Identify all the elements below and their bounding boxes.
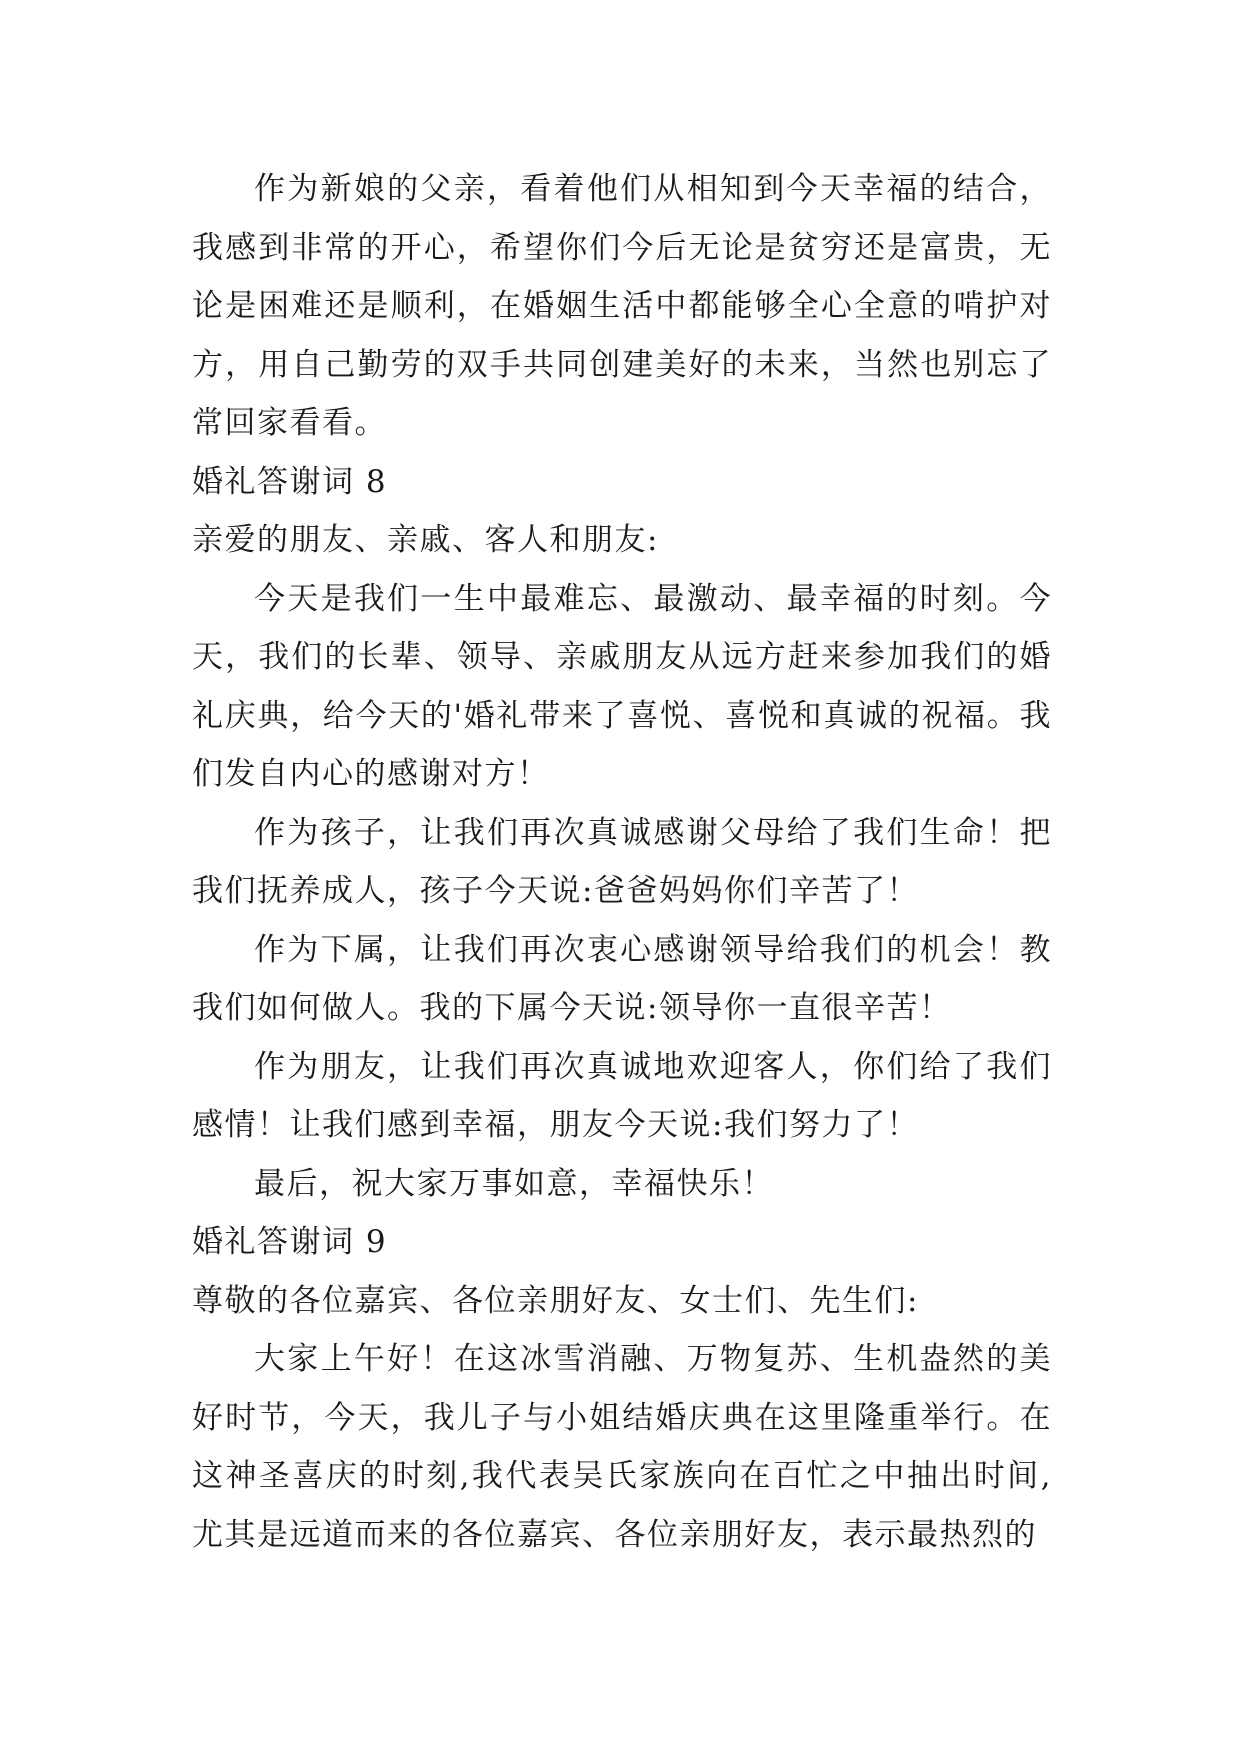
paragraph-thanks-parents: 作为孩子，让我们再次真诚感谢父母给了我们生命！把我们抚养成人，孩子今天说:爸爸妈妈你们辛苦了！ <box>192 814 1052 909</box>
document-body <box>192 160 1052 1564</box>
paragraph-closing-wish: 最后，祝大家万事如意，幸福快乐！ <box>254 1165 774 1202</box>
salutation-9: 尊敬的各位嘉宾、各位亲朋好友、女士们、先生们: <box>192 1282 919 1319</box>
paragraph-welcome: 大家上午好！在这冰雪消融、万物复苏、生机盎然的美好时节，今天，我儿子与小姐结婚庆典在这里隆重举行。在这神圣喜庆的时刻,我代表吴氏家族向在百忙之中抽出时间,尤其是远道而来的各位嘉宾、各位亲朋好友，表示最热烈的 <box>192 1341 1052 1553</box>
paragraph-thanks-intro: 今天是我们一生中最难忘、最激动、最幸福的时刻。今天，我们的长辈、领导、亲戚朋友从远方赶来参加我们的婚礼庆典，给今天的'婚礼带来了喜悦、喜悦和真诚的祝福。我们发自内心的感谢对方！ <box>192 580 1052 792</box>
paragraph-father-blessing: 作为新娘的父亲，看着他们从相知到今天幸福的结合，我感到非常的开心，希望你们今后无论是贫穷还是富贵，无论是困难还是顺利，在婚姻生活中都能够全心全意的啃护对方，用自己勤劳的双手共同创建美好的未来，当然也别忘了常回家看看。 <box>192 171 1052 441</box>
section-heading-9: 婚礼答谢词 9 <box>192 1224 388 1260</box>
salutation-8: 亲爱的朋友、亲戚、客人和朋友: <box>192 522 659 558</box>
paragraph-thanks-leaders: 作为下属，让我们再次衷心感谢领导给我们的机会！教我们如何做人。我的下属今天说:领导你一直很辛苦！ <box>192 931 1052 1026</box>
section-heading-8: 婚礼答谢词 8 <box>192 463 388 500</box>
paragraph-thanks-friends: 作为朋友，让我们再次真诚地欢迎客人，你们给了我们感情！让我们感到幸福，朋友今天说:我们努力了！ <box>192 1048 1052 1143</box>
